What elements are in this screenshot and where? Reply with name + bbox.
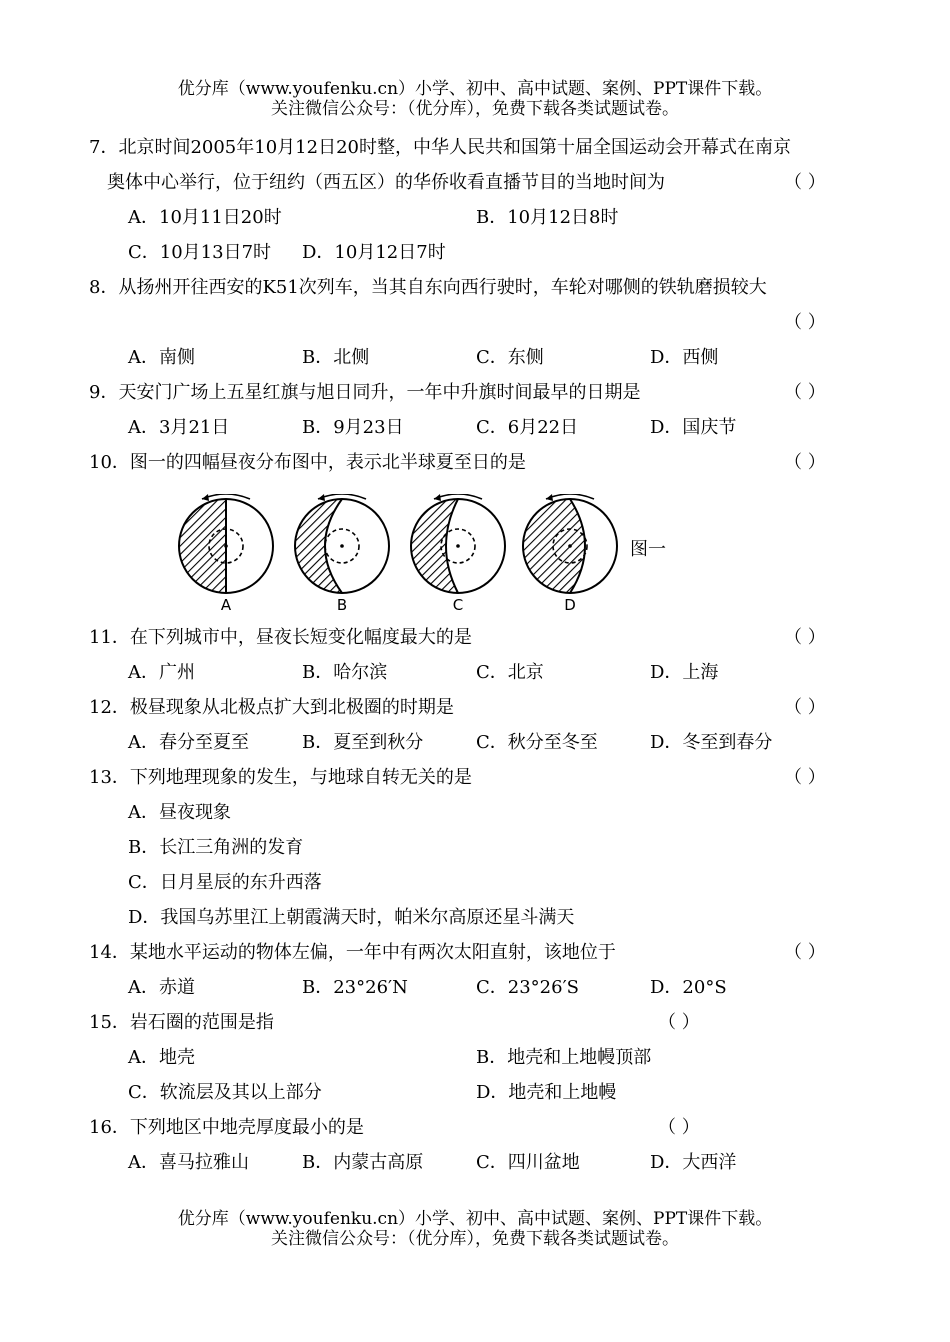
q10-answer-paren: （ ） (784, 452, 826, 473)
q13-option-a: A．昼夜现象 (128, 802, 231, 823)
header-line-1: 优分库（www.youfenku.cn）小学、初中、高中试题、案例、PPT课件下载。 (177, 79, 773, 99)
q14-option-b: B．23°26′N (302, 977, 408, 998)
q14-option-d: D．20°S (650, 977, 727, 998)
day-night-diagram-figure (172, 494, 622, 619)
q7-answer-paren: （ ） (784, 172, 826, 193)
q11-option-a: A．广州 (128, 662, 195, 683)
header-line-2: 关注微信公众号：（优分库），免费下载各类试题试卷。 (271, 99, 679, 119)
q9-option-c: C．6月22日 (476, 417, 579, 438)
q15-option-a: A．地壳 (128, 1047, 195, 1068)
q13-answer-paren: （ ） (784, 767, 826, 788)
q11-stem: 11．在下列城市中，昼夜长短变化幅度最大的是 (89, 627, 472, 648)
q14-answer-paren: （ ） (784, 942, 826, 963)
diagram-label-b: B (336, 596, 348, 614)
q12-option-c: C．秋分至冬至 (476, 732, 598, 753)
q10-stem: 10．图一的四幅昼夜分布图中，表示北半球夏至日的是 (89, 452, 526, 473)
footer-line-1: 优分库（www.youfenku.cn）小学、初中、高中试题、案例、PPT课件下载。 (177, 1209, 773, 1229)
q12-answer-paren: （ ） (784, 697, 826, 718)
q13-stem: 13．下列地理现象的发生，与地球自转无关的是 (89, 767, 472, 788)
q8-option-c: C．东侧 (476, 347, 544, 368)
q15-option-d: D．地壳和上地幔 (476, 1082, 617, 1103)
q8-answer-paren: （ ） (784, 312, 826, 333)
q16-answer-paren: （ ） (658, 1117, 700, 1138)
q16-option-a: A．喜马拉雅山 (128, 1152, 249, 1173)
q9-answer-paren: （ ） (784, 382, 826, 403)
diagram-label-c: C (452, 596, 464, 614)
q8-option-b: B．北侧 (302, 347, 370, 368)
q11-option-b: B．哈尔滨 (302, 662, 388, 683)
q7-option-c: C．10月13日7时 (128, 242, 272, 263)
q15-answer-paren: （ ） (658, 1012, 700, 1033)
diagram-label-d: D (564, 596, 576, 614)
q16-option-d: D．大西洋 (650, 1152, 737, 1173)
q14-stem: 14．某地水平运动的物体左偏，一年中有两次太阳直射，该地位于 (89, 942, 616, 963)
q13-option-d: D．我国乌苏里江上朝霞满天时，帕米尔高原还星斗满天 (128, 907, 575, 928)
q8-option-a: A．南侧 (128, 347, 195, 368)
diagram-b (295, 494, 389, 593)
q11-answer-paren: （ ） (784, 627, 826, 648)
q13-option-b: B．长江三角洲的发育 (128, 837, 304, 858)
q7-option-a: A．10月11日20时 (128, 207, 282, 228)
diagram-d (523, 494, 617, 593)
diagram-a (179, 494, 273, 593)
q8-stem: 8．从扬州开往西安的K51次列车，当其自东向西行驶时，车轮对哪侧的铁轨磨损较大 (89, 277, 767, 298)
q8-option-d: D．西侧 (650, 347, 719, 368)
q9-stem: 9．天安门广场上五星红旗与旭日同升，一年中升旗时间最早的日期是 (89, 382, 641, 403)
q16-option-b: B．内蒙古高原 (302, 1152, 424, 1173)
q14-option-c: C．23°26′S (476, 977, 579, 998)
diagram-label-a: A (220, 596, 232, 614)
q15-option-b: B．地壳和上地幔顶部 (476, 1047, 652, 1068)
footer-line-2: 关注微信公众号：（优分库），免费下载各类试题试卷。 (271, 1229, 679, 1249)
q15-option-c: C．软流层及其以上部分 (128, 1082, 322, 1103)
diagram-c (411, 494, 505, 593)
q14-option-a: A．赤道 (128, 977, 195, 998)
q7-option-d: D．10月12日7时 (302, 242, 446, 263)
q9-option-a: A．3月21日 (128, 417, 230, 438)
q7-stem-line2: 奥体中心举行，位于纽约（西五区）的华侨收看直播节目的当地时间为 (107, 172, 665, 193)
figure-label: 图一 (630, 539, 666, 560)
q16-stem: 16．下列地区中地壳厚度最小的是 (89, 1117, 364, 1138)
q12-option-d: D．冬至到春分 (650, 732, 773, 753)
q11-option-d: D．上海 (650, 662, 719, 683)
q13-option-c: C．日月星辰的东升西落 (128, 872, 322, 893)
q7-option-b: B．10月12日8时 (476, 207, 619, 228)
q11-option-c: C．北京 (476, 662, 544, 683)
q12-option-a: A．春分至夏至 (128, 732, 249, 753)
q9-option-d: D．国庆节 (650, 417, 737, 438)
q7-stem-line1: 7．北京时间2005年10月12日20时整，中华人民共和国第十届全国运动会开幕式在南京 (89, 137, 791, 158)
q12-option-b: B．夏至到秋分 (302, 732, 424, 753)
q12-stem: 12．极昼现象从北极点扩大到北极圈的时期是 (89, 697, 454, 718)
q15-stem: 15．岩石圈的范围是指 (89, 1012, 274, 1033)
q16-option-c: C．四川盆地 (476, 1152, 580, 1173)
q9-option-b: B．9月23日 (302, 417, 404, 438)
